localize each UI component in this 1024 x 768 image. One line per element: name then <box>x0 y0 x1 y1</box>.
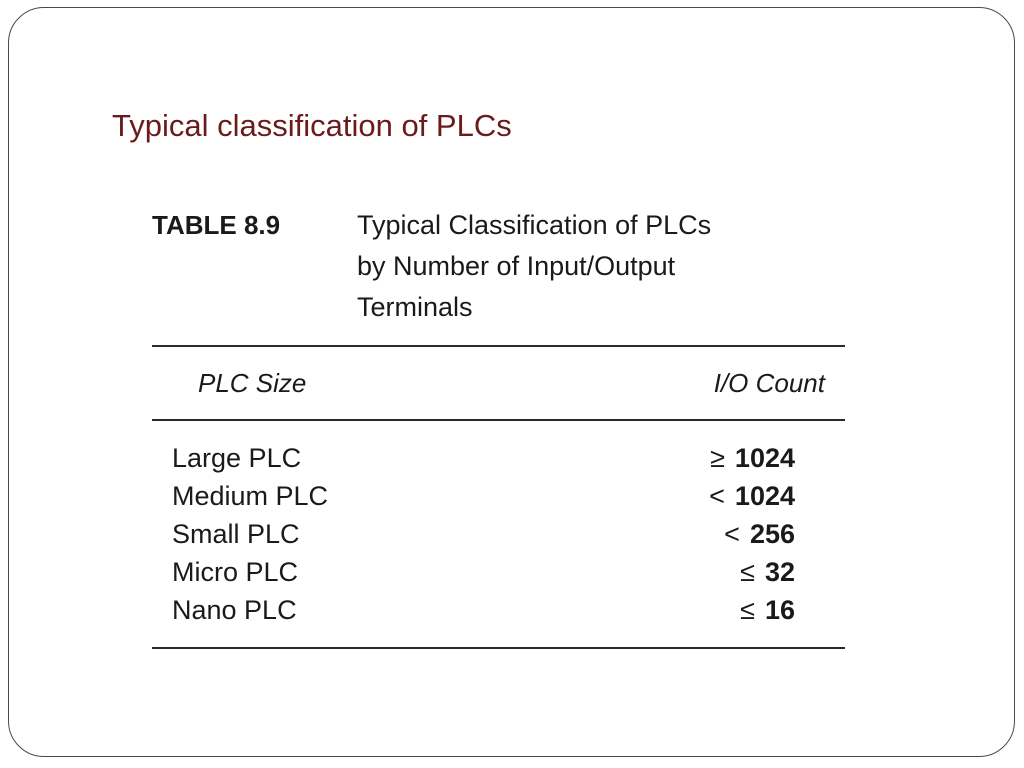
table-row <box>152 595 845 633</box>
io-count-value: 16 <box>764 595 795 625</box>
plc-size-cell: Small PLC <box>172 519 300 549</box>
io-count-cell <box>724 519 795 550</box>
plc-size-cell: Large PLC <box>172 443 302 473</box>
table-body <box>152 443 845 633</box>
plc-size-cell: Medium PLC <box>172 481 329 511</box>
io-count-cell <box>740 595 795 626</box>
table-caption-line: Terminals <box>357 292 473 322</box>
table-row <box>152 557 845 595</box>
column-header-plc-size: PLC Size <box>198 368 307 398</box>
plc-size-cell: Micro PLC <box>172 557 299 587</box>
table-row <box>152 443 845 481</box>
io-count-value: 256 <box>749 519 795 549</box>
io-count-cell <box>709 481 795 512</box>
table-bottom-rule <box>152 647 845 649</box>
table-row <box>152 481 845 519</box>
table-caption-line: by Number of Input/Output <box>357 251 676 281</box>
table-number: TABLE 8.9 <box>152 210 281 240</box>
io-count-value: 1024 <box>734 443 795 473</box>
table-caption-line: Typical Classification of PLCs <box>357 210 712 240</box>
io-count-value: 32 <box>764 557 795 587</box>
io-count-cell <box>740 557 795 588</box>
table-caption <box>357 205 837 328</box>
comparison-operator: ≤ <box>740 595 755 625</box>
io-count-value: 1024 <box>734 481 795 511</box>
column-header-io-count: I/O Count <box>713 368 825 398</box>
comparison-operator: ≤ <box>740 557 755 587</box>
comparison-operator: < <box>709 481 725 511</box>
table-figure <box>152 200 847 660</box>
plc-size-cell: Nano PLC <box>172 595 297 625</box>
comparison-operator: ≥ <box>710 443 725 473</box>
table-row <box>152 519 845 557</box>
slide-title: Typical classification of PLCs <box>112 108 512 143</box>
table-header-rule <box>152 419 845 421</box>
comparison-operator: < <box>724 519 740 549</box>
io-count-cell <box>710 443 795 474</box>
table-top-rule <box>152 345 845 347</box>
